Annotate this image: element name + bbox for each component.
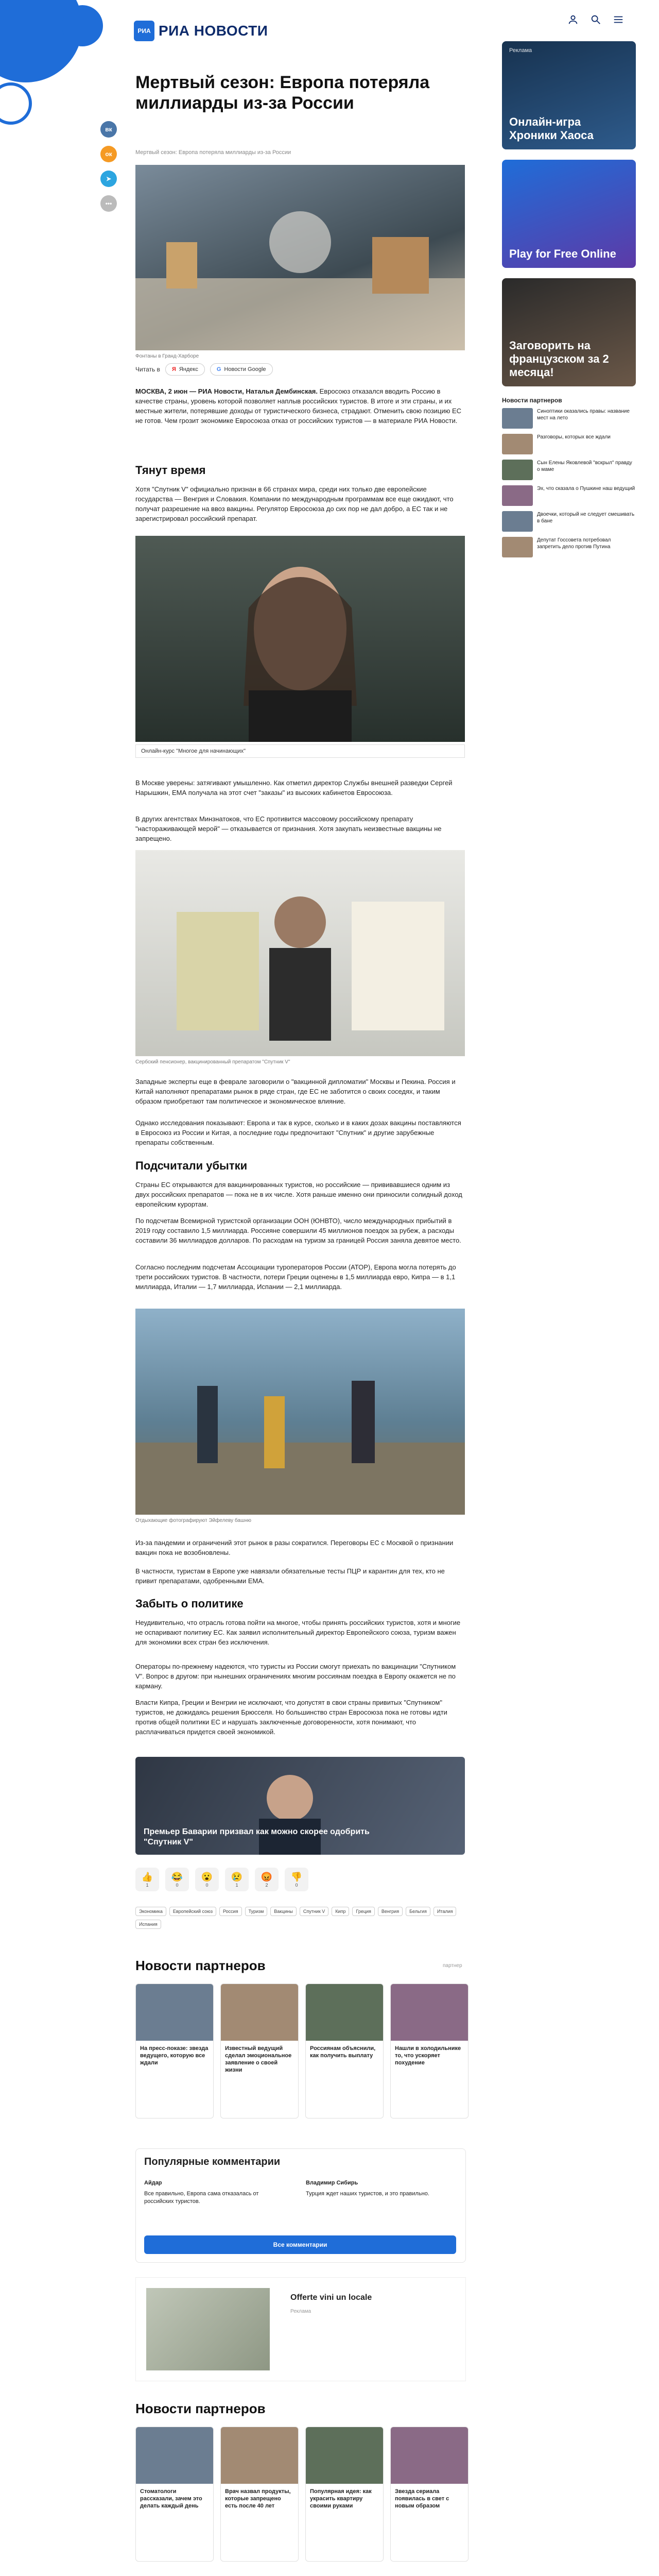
- partner-cards: [135, 1984, 469, 2119]
- partners-title: Новости партнеров: [135, 1958, 266, 1973]
- sidebar-news-text: Сын Елены Яковлевой "вскрыл" правду о маме: [537, 460, 632, 472]
- partner-card[interactable]: [390, 1984, 469, 2119]
- comment-text: Все правильно, Европа сама отказалась от российских туристов.: [144, 2191, 259, 2205]
- menu-icon[interactable]: [612, 13, 625, 26]
- emotion-count: 1: [235, 1882, 238, 1888]
- sidebar-news-item[interactable]: [502, 408, 636, 429]
- main-photo: [135, 165, 465, 350]
- partner-title: Популярная идея: как украсить квартиру своими руками: [310, 2488, 372, 2509]
- share-buttons: [100, 121, 117, 212]
- sidebar-news-item[interactable]: [502, 485, 636, 506]
- sidebar-news-item[interactable]: [502, 434, 636, 454]
- share-vk-icon[interactable]: вк: [100, 121, 117, 138]
- paragraph: Хотя "Спутник V" официально признан в 66 странах мира, среди них только две европейские государства — Венгрия и Словакия. Компании по международным программам все еще ожидают, что получат разрешение на ввоз вакцины. Регулятор Евросоюза до сих пор не дал добро, а ЕС так и не зарегистрировал российский препарат.: [135, 485, 454, 522]
- partner-title: Известный ведущий сделал эмоциональное заявление о своей жизни: [225, 2045, 292, 2073]
- sidebar-news-item[interactable]: [502, 537, 636, 557]
- share-telegram-icon[interactable]: ➤: [100, 171, 117, 187]
- sidebar-news-thumb: [502, 537, 533, 557]
- sidebar-ad-title: Онлайн-игра Хроники Хаоса: [509, 115, 594, 142]
- partner-image: [221, 1984, 298, 2041]
- all-comments-button[interactable]: Все комментарии: [144, 2235, 456, 2254]
- tourists-photo: [135, 1309, 465, 1515]
- paragraph: Страны ЕС открываются для вакцинированных туристов, но российские — прививавшиеся одним из двух российских препаратов — пока не в их числе. Хотя раньше именно они приносили солидный доход европейским курортам.: [135, 1181, 462, 1208]
- partner-card[interactable]: [220, 2427, 299, 2562]
- tag[interactable]: Греция: [352, 1907, 374, 1916]
- paragraph: Однако исследования показывают: Европа и так в курсе, сколько и в каких дозах вакцины поставляются в Евросоюз из России и Китая, а последние годы предпочитают "Спутник" и другие зарубежные препараты собственным.: [135, 1119, 461, 1146]
- sidebar-news-text: Депутат Госсовета потребовал запретить дело против Путина: [537, 537, 611, 550]
- paragraph: В частности, туристам в Европе уже навязали обязательные тесты ПЦР и карантин для тех, кто не привит препаратами, одобренными ЕМА.: [135, 1567, 445, 1585]
- paragraph: Западные эксперты еще в феврале заговорили о "вакцинной дипломатии" Москвы и Пекина. Россия и Китай наполняют препаратами рынок в ряде стран, где ЕС не заботится о своих соседях, и таким образом приобретают там политическое и экономическое влияние.: [135, 1078, 456, 1105]
- article-tags: [135, 1906, 465, 1932]
- comments-title: Популярные комментарии: [144, 2156, 281, 2167]
- article-meta: Мертвый сезон: Европа потеряла миллиарды из-за России: [135, 149, 291, 156]
- share-more-icon[interactable]: •••: [100, 195, 117, 212]
- vaccination-photo: [135, 850, 465, 1056]
- sidebar-news-item[interactable]: [502, 460, 636, 480]
- section-title: Тянут время: [135, 464, 206, 477]
- photo-caption: Фонтаны в Гранд-Харборе: [135, 353, 199, 359]
- sidebar-ad-title: Заговорить на французском за 2 месяца!: [509, 339, 609, 379]
- comment-text: Турция ждет наших туристов, и это правильно.: [306, 2191, 429, 2197]
- google-news-button[interactable]: G Новости Google: [210, 363, 273, 376]
- tag[interactable]: Вакцины: [270, 1907, 297, 1916]
- partner-title: Нашли в холодильнике то, что ускоряет похудение: [395, 2045, 461, 2066]
- tag[interactable]: Италия: [433, 1907, 457, 1916]
- emotion-count: 0: [295, 1882, 298, 1888]
- partner-title: Звезда сериала появилась в свет с новым образом: [395, 2488, 449, 2509]
- sidebar-news-thumb: [502, 434, 533, 454]
- emotion-icon: 😡: [261, 1871, 273, 1882]
- paragraph: Операторы по-прежнему надеются, что туристы из России смогут приехать по вакцинации "Спутником V". Вопрос в другом: при нынешних ограничениях многим россиянам поездка в Европу окажется не по карману.: [135, 1663, 456, 1690]
- partner-image: [306, 1984, 383, 2041]
- comments-block: [135, 2148, 466, 2263]
- section-title: Подсчитали убытки: [135, 1159, 248, 1172]
- sidebar-news-item[interactable]: [502, 511, 636, 532]
- emotion-icon: 👍: [141, 1871, 153, 1882]
- sidebar-news-text: Разговоры, которых все ждали: [537, 434, 611, 440]
- sidebar-news-title: Новости партнеров: [502, 397, 562, 404]
- photo-caption: Онлайн-курс "Многое для начинающих": [141, 748, 246, 754]
- partner-title: На пресс-показе: звезда ведущего, которую все ждали: [140, 2045, 209, 2066]
- emotion-button[interactable]: [195, 1868, 219, 1891]
- header-icons: [566, 13, 625, 26]
- woman-photo: [135, 536, 465, 742]
- decor-circle: [0, 82, 32, 125]
- section-title: Забыть о политике: [135, 1597, 244, 1610]
- partner-image: [391, 2427, 468, 2484]
- paragraph: Неудивительно, что отрасль готова пойти на многое, чтобы принять российских туристов, хотя и многие не оспаривают политику ЕС. Как заявил исполнительный директор Европейского союза, туризм важен для экономики всех стран без исключения.: [135, 1619, 461, 1646]
- read-label: Читать в: [135, 366, 160, 373]
- read-in-row: [135, 363, 465, 376]
- yandex-icon: Я: [171, 366, 176, 372]
- sidebar-news-thumb: [502, 408, 533, 429]
- tag[interactable]: Бельгия: [406, 1907, 430, 1916]
- partner-cards: [135, 2427, 469, 2562]
- partner-card[interactable]: [305, 1984, 384, 2119]
- emotion-icon: 👎: [290, 1871, 303, 1882]
- ad-sub: Реклама: [290, 2309, 311, 2314]
- page-title: Мертвый сезон: Европа потеряла миллиарды из-за России: [135, 73, 430, 113]
- emotion-button[interactable]: [225, 1868, 249, 1891]
- logo-mark: РИА: [134, 21, 154, 41]
- related-article-card[interactable]: [135, 1757, 465, 1855]
- sidebar-ad-card[interactable]: [502, 278, 636, 386]
- paragraph: Согласно последним подсчетам Ассоциации туроператоров России (АТОР), Европа могла потерять до трети российских туристов. В частности, потери Греции оценены в 1,5 миллиарда евро, Кипра — в 1,1 миллиарда, Италии — 1,7 миллиарда, Испании — 2,1 миллиарда.: [135, 1263, 456, 1291]
- related-article-title: Премьер Баварии призвал как можно скорее одобрить "Спутник V": [144, 1827, 370, 1846]
- ad-block[interactable]: [135, 2277, 466, 2381]
- photo-caption: Сербский пенсионер, вакцинированный препаратом "Спутник V": [135, 1059, 290, 1065]
- tag[interactable]: Спутник V: [300, 1907, 328, 1916]
- paragraph: Власти Кипра, Греции и Венгрии не исключают, что допустят в свои страны привитых "Спутником" туристов, не дожидаясь решения Брюсселя. Но большинство стран Евросоюза пока не готовы идти против общей политики ЕС и нарушать заключенные договоренности, хотя понимают, что расплачиваться придется своей экономикой.: [135, 1699, 447, 1736]
- emotion-icon: 😮: [201, 1871, 213, 1882]
- yandex-news-button[interactable]: Я Яндекс: [165, 363, 205, 376]
- partner-image: [221, 2427, 298, 2484]
- partner-image: [306, 2427, 383, 2484]
- emotion-count: 0: [205, 1882, 209, 1888]
- logo-text: РИА НОВОСТИ: [159, 23, 268, 39]
- emotion-button[interactable]: [285, 1868, 308, 1891]
- partner-card[interactable]: [390, 2427, 469, 2562]
- article-lead: МОСКВА, 2 июн — РИА Новости, Наталья Дембинская. Евросоюз отказался вводить Россию в качестве страны, уровень которой позволяет наплыв российских туристов. В итоге и эти страны, и их местные жители, потерявшие доходы от туристического бизнеса, страдают. Отменить свою позицию ЕС не готов. Чем грозит экономике Евросоюза отказ от российских туристов — в материале РИА Новости.: [135, 387, 462, 425]
- right-sidebar: [502, 41, 636, 563]
- sidebar-news-list: [502, 408, 636, 557]
- comment-author: Айдар: [144, 2180, 162, 2186]
- emotion-count: 1: [146, 1882, 149, 1888]
- user-icon[interactable]: [566, 13, 580, 26]
- emotion-button[interactable]: [255, 1868, 279, 1891]
- emotion-count: 0: [176, 1882, 179, 1888]
- tag[interactable]: Россия: [219, 1907, 242, 1916]
- photo-caption-box: [135, 744, 465, 758]
- sidebar-ad-card[interactable]: [502, 41, 636, 149]
- sidebar-ad-card[interactable]: [502, 160, 636, 268]
- ad-sub: Реклама: [509, 47, 532, 54]
- partner-badge: партнер: [443, 1963, 462, 1969]
- share-ok-icon[interactable]: ок: [100, 146, 117, 162]
- google-icon: G: [216, 366, 221, 372]
- partner-title: Россиянам объяснили, как получить выплату: [310, 2045, 376, 2059]
- tag[interactable]: Кипр: [332, 1907, 349, 1916]
- emotion-reactions: [135, 1868, 308, 1891]
- partner-card[interactable]: [220, 1984, 299, 2119]
- emotion-count: 2: [265, 1882, 268, 1888]
- partner-card[interactable]: [305, 2427, 384, 2562]
- tag[interactable]: Венгрия: [378, 1907, 403, 1916]
- emotion-button[interactable]: [165, 1868, 189, 1891]
- sidebar-news-text: Эх, что сказала о Пушкине наш ведущий: [537, 486, 635, 492]
- sidebar-news-text: Двоечки, который не следует смешивать в бане: [537, 512, 635, 524]
- tag[interactable]: Экономика: [135, 1907, 166, 1916]
- partner-title: Врач назвал продукты, которые запрещено есть после 40 лет: [225, 2488, 291, 2509]
- search-icon[interactable]: [589, 13, 602, 26]
- partner-card[interactable]: [135, 2427, 214, 2562]
- partner-image: [136, 1984, 213, 2041]
- sidebar-ad-title: Play for Free Online: [509, 247, 616, 260]
- partner-title: Стоматологи рассказали, зачем это делать каждый день: [140, 2488, 202, 2509]
- ad-title: Offerte vini un locale: [290, 2293, 372, 2302]
- partner-image: [136, 2427, 213, 2484]
- paragraph: По подсчетам Всемирной туристской организации ООН (ЮНВТО), число международных прибытий в 2019 году составило 1,5 миллиарда. Россияне совершили 45 миллионов поездок за рубеж, а расходы составили 36 миллиардов долларов. По расходам на туризм за границей Россия заняла девятое место.: [135, 1217, 461, 1244]
- partners-title: Новости партнеров: [135, 2401, 266, 2416]
- ad-image: [146, 2288, 270, 2370]
- site-logo[interactable]: [134, 21, 268, 41]
- paragraph: Из-за пандемии и ограничений этот рынок в разы сократился. Переговоры ЕС с Москвой о признании вакцин пока не возобновлены.: [135, 1539, 454, 1556]
- tag[interactable]: Туризм: [245, 1907, 268, 1916]
- tag[interactable]: Европейский союз: [169, 1907, 216, 1916]
- sidebar-news-thumb: [502, 485, 533, 506]
- partner-card[interactable]: [135, 1984, 214, 2119]
- emotion-icon: 😢: [231, 1871, 243, 1882]
- paragraph: В Москве уверены: затягивают умышленно. Как отметил директор Службы внешней разведки Сергей Нарышкин, ЕМА получала на этот счет "заказы" из высоких кабинетов Евросоюза.: [135, 779, 453, 796]
- photo-caption: Отдыхающие фотографируют Эйфелеву башню: [135, 1518, 252, 1523]
- emotion-button[interactable]: [135, 1868, 159, 1891]
- partner-image: [391, 1984, 468, 2041]
- sidebar-news-thumb: [502, 511, 533, 532]
- emotion-icon: 😂: [171, 1871, 183, 1882]
- paragraph: В других агентствах Минзнатоков, что ЕС противится массовому российскому препарату "настораживающей мерой" — отказывается от признания. Хотя закупать неизвестные вакцины не запрещено.: [135, 815, 442, 842]
- tag[interactable]: Испания: [135, 1920, 161, 1929]
- comment-author: Владимир Сибирь: [306, 2180, 358, 2186]
- sidebar-news-text: Синоптики оказались правы: название мест на лето: [537, 409, 630, 421]
- sidebar-news-thumb: [502, 460, 533, 480]
- decor-circle: [62, 5, 103, 46]
